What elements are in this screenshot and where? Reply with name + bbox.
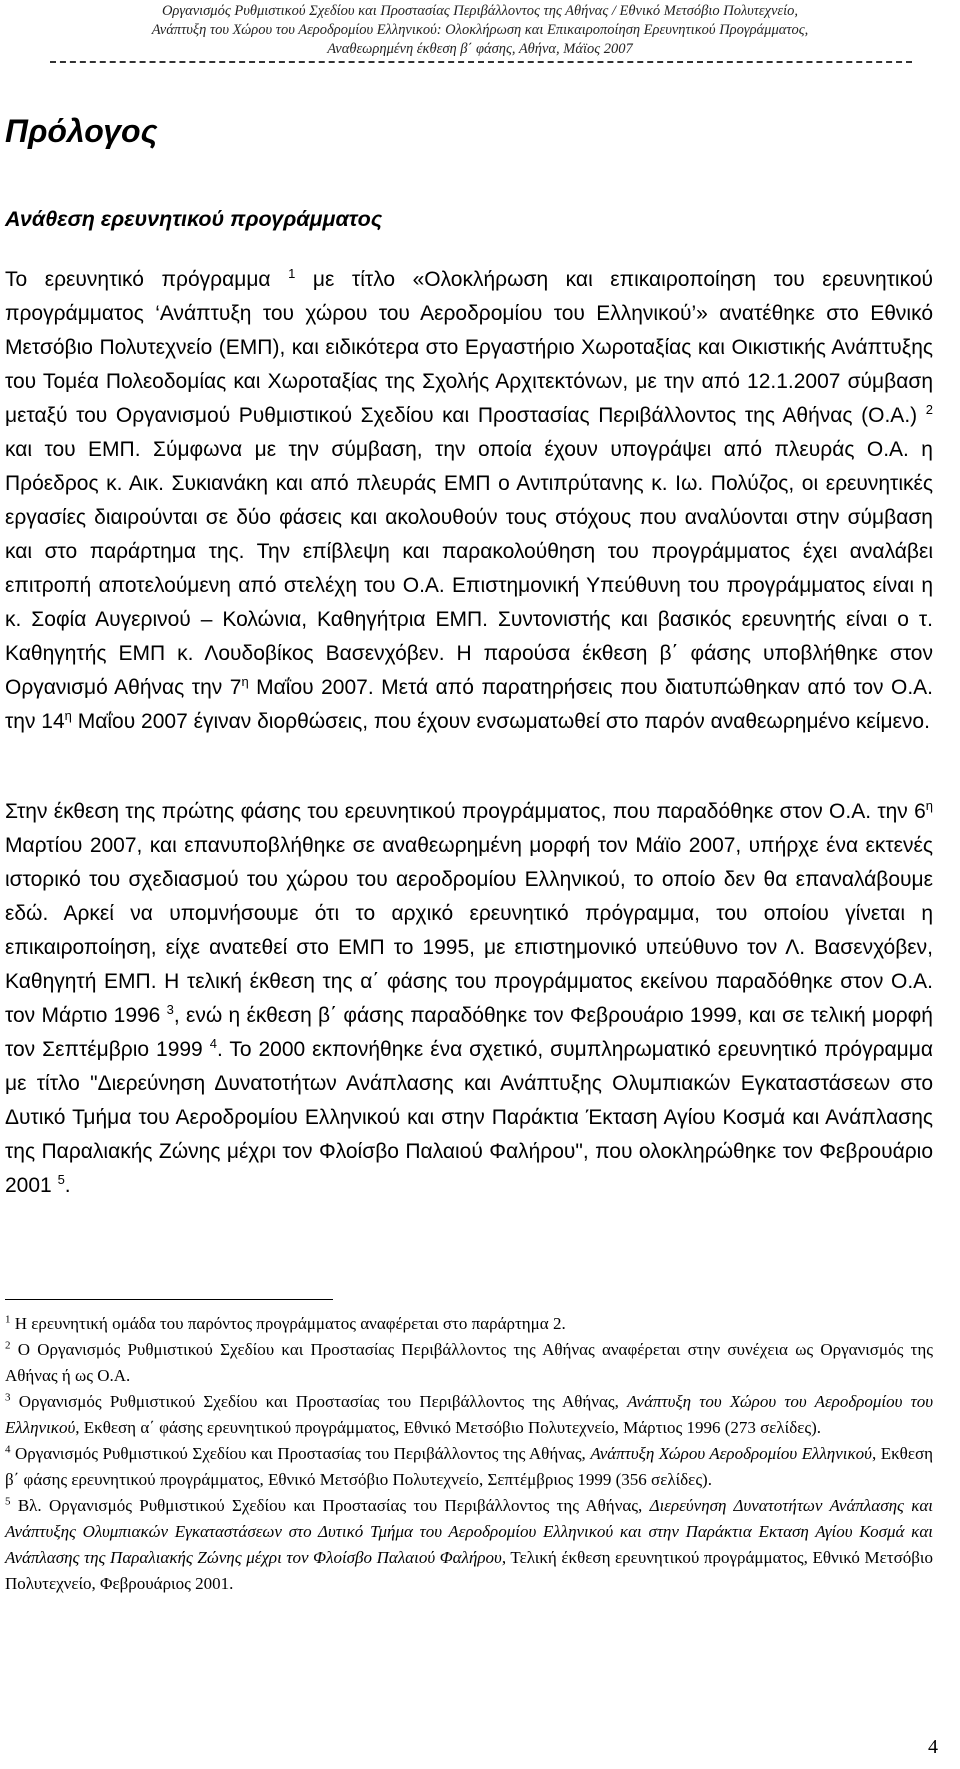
footnote-text: , Εκθεση β΄ φάσης ερευνητικού προγράμματος, Εθνικό Μετσόβιο Πολυτεχνείο, Σεπτέμβριος 1999 (356 σελίδες). xyxy=(5,1444,934,1489)
page-title: Πρόλογος xyxy=(5,113,158,149)
footnote-3 xyxy=(5,1389,933,1441)
footnote-4 xyxy=(5,1441,933,1493)
footnote-text: Οργανισμός Ρυθμιστικού Σχεδίου και Προστασίας του Περιβάλλοντος της Αθήνας, xyxy=(18,1392,619,1411)
footnote-text: Ο Οργανισμός Ρυθμιστικού Σχεδίου και Προστασίας Περιβάλλοντος της Αθήνας αναφέρεται στην συνέχεια ως Οργανισμός της Αθήνας ή ως Ο.Α. xyxy=(5,1340,933,1385)
text: Μαρτίου 2007, και επανυποβλήθηκε σε αναθεωρημένη μορφή τον Μάϊο 2007, υπήρχε ένα εκτενές ιστορικό του σχεδιασμού του χώρου του αεροδρομίου Ελληνικού, το οποίο δεν θα επαναλάβουμε εδώ. Αρκεί να υπομνήσουμε ότι το αρχικό ερευνητικό πρόγραμμα, του οποίου γίνεται η επικαιροποίηση, είχε ανατεθεί στο ΕΜΠ το 1995, με επιστημονικό υπεύθυνο τον Λ. Βασενχόβεν, Καθηγητή ΕΜΠ. Η τελική έκθεση της α΄ φάσης του προγράμματος εκείνου παραδόθηκε στον Ο.Α. τον Μάρτιο 1996 xyxy=(5,834,933,1027)
footnote-italic-title: Ανάπτυξη Χώρου Αεροδρομίου Ελληνικού xyxy=(590,1444,872,1463)
text: . Το 2000 εκπονήθηκε ένα σχετικό, συμπληρωματικό ερευνητικό πρόγραμμα με τίτλο "Διερεύνηση Δυνατοτήτων Ανάπλασης και Ανάπτυξης Ολυμπιακών Εγκαταστάσεων στο Δυτικό Τμήμα του Αεροδρομίου Ελληνικού και στην Παράκτια Έκταση Αγίου Κοσμά και Ανάπλασης της Παραλιακής Ζώνης μέχρι τον Φλοίσβο Παλαιού Φαλήρου", που ολοκληρώθηκε τον Φεβρουάριο 2001 xyxy=(5,1038,933,1197)
footnote-number: 1 xyxy=(5,1313,11,1326)
ordinal-suffix: η xyxy=(64,708,72,723)
footnote-1 xyxy=(5,1311,933,1337)
footnote-number: 2 xyxy=(5,1339,11,1352)
section-subtitle: Ανάθεση ερευνητικού προγράμματος xyxy=(5,207,383,231)
footnote-separator xyxy=(5,1299,333,1300)
text: Μαΐου 2007 έγιναν διορθώσεις, που έχουν ενσωματωθεί στο παρόν αναθεωρημένο κείμενο. xyxy=(77,710,930,733)
text: Το ερευνητικό πρόγραμμα xyxy=(5,268,271,291)
header-dashed-rule xyxy=(50,61,912,63)
footnote-ref-3[interactable]: 3 xyxy=(166,1002,174,1017)
footnote-text: Οργανισμός Ρυθμιστικού Σχεδίου και Προστασίας του Περιβάλλοντος της Αθήνας, xyxy=(15,1444,586,1463)
footnote-text: , Τελική έκθεση ερευνητικού προγράμματος, Εθνικό Μετσόβιο Πολυτεχνείο, Φεβρουάριος 2001. xyxy=(5,1548,933,1593)
text: Μαΐου 2007. Μετά από παρατηρήσεις που διατυπώθηκαν από τον Ο.Α. την 14 xyxy=(5,676,933,733)
text: και του ΕΜΠ. Σύμφωνα με την σύμβαση, την οποία έχουν υπογράψει από πλευράς Ο.Α. η Πρόεδρος κ. Αικ. Συκιανάκη και από πλευράς ΕΜΠ ο Αντιπρύτανης κ. Ιω. Πολύζος, οι ερευνητικές εργασίες διαιρούνται σε δύο φάσεις και ακολουθούν τους στόχους που αναλύονται στην σύμβαση και στο παράρτημα της. Την επίβλεψη και παρακολούθηση του προγράμματος έχει αναλάβει επιτροπή αποτελούμενη από στελέχη του Ο.Α. Επιστημονική Υπεύθυνη του προγράμματος είναι η κ. Σοφία Αυγερινού – Κολώνια, Καθηγήτρια ΕΜΠ. Συντονιστής και βασικός ερευνητής είναι ο τ. Καθηγητής ΕΜΠ κ. Λουδοβίκος Βασενχόβεν. Η παρούσα έκθεση β΄ φάσης υποβλήθηκε στον Οργανισμό Αθήνας την 7 xyxy=(5,438,933,699)
paragraph-history xyxy=(5,795,933,1203)
footnote-number: 5 xyxy=(5,1495,11,1508)
footnote-text: Βλ. Οργανισμός Ρυθμιστικού Σχεδίου και Προστασίας του Περιβάλλοντος της Αθήνας, xyxy=(17,1496,643,1515)
footnote-ref-5[interactable]: 5 xyxy=(57,1172,65,1187)
ordinal-suffix: η xyxy=(925,798,933,813)
paragraph-assignment xyxy=(5,263,933,739)
header-line-3: Αναθεωρημένη έκθεση β΄ φάσης, Αθήνα, Μάϊος 2007 xyxy=(327,41,633,57)
footnotes xyxy=(5,1311,933,1597)
header-line-2: Ανάπτυξη του Χώρου του Αεροδρομίου Ελληνικού: Ολοκλήρωση και Επικαιροποίηση Ερευνητικού Προγράμματος, xyxy=(151,22,809,38)
text: με τίτλο «Ολοκλήρωση και επικαιροποίηση του ερευνητικού προγράμματος ‘Ανάπτυξη του χώρου του Αεροδρομίου του Ελληνικού’» ανατέθηκε στο Εθνικό Μετσόβιο Πολυτεχνείο (ΕΜΠ), και ειδικότερα στο Εργαστήριο Χωροταξίας και Οικιστικής Ανάπτυξης του Τομέα Πολεοδομίας και Χωροταξίας της Σχολής Αρχιτεκτόνων, με την από 12.1.2007 σύμβαση μεταξύ του Οργανισμού Ρυθμιστικού Σχεδίου και Προστασίας Περιβάλλοντος της Αθήνας (Ο.Α.) xyxy=(5,268,933,427)
footnote-number: 3 xyxy=(5,1391,11,1404)
footnote-ref-2[interactable]: 2 xyxy=(925,402,934,417)
footnote-ref-1[interactable]: 1 xyxy=(288,266,296,281)
footnote-text: Η ερευνητική ομάδα του παρόντος προγράμματος αναφέρεται στο παράρτημα 2. xyxy=(14,1314,566,1333)
footnote-ref-4[interactable]: 4 xyxy=(209,1036,217,1051)
text: Στην έκθεση της πρώτης φάσης του ερευνητικού προγράμματος, που παραδόθηκε στον Ο.Α. την 6 xyxy=(5,800,926,823)
footnote-number: 4 xyxy=(5,1443,11,1456)
text: . xyxy=(64,1174,71,1197)
running-header xyxy=(8,2,952,59)
ordinal-suffix: η xyxy=(241,674,249,689)
header-line-1: Οργανισμός Ρυθμιστικού Σχεδίου και Προστασίας Περιβάλλοντος της Αθήνας / Εθνικό Μετσόβιο Πολυτεχνείο, xyxy=(161,3,799,19)
footnote-5 xyxy=(5,1493,933,1597)
footnote-italic-title: Ανάπτυξη του Χώρου του Αεροδρομίου του Ελληνικού xyxy=(5,1392,934,1437)
page-number: 4 xyxy=(928,1736,938,1758)
text: , ενώ η έκθεση β΄ φάσης παραδόθηκε τον Φεβρουάριο 1999, και σε τελική μορφή τον Σεπτέμβριο 1999 xyxy=(5,1004,933,1061)
footnote-2 xyxy=(5,1337,933,1389)
footnote-italic-title: Διερεύνηση Δυνατοτήτων Ανάπλασης και Ανάπτυξης Ολυμπιακών Εγκαταστάσεων στο Δυτικό Τμήμα του Αεροδρομίου Ελληνικού και στην Παράκτια Εκταση Αγίου Κοσμά και Ανάπλασης της Παραλιακής Ζώνης μέχρι τον Φλοίσβο Παλαιού Φαλήρου xyxy=(5,1496,934,1567)
footnote-text: , Εκθεση α΄ φάσης ερευνητικού προγράμματος, Εθνικό Μετσόβιο Πολυτεχνείο, Μάρτιος 1996 (273 σελίδες). xyxy=(75,1418,822,1437)
